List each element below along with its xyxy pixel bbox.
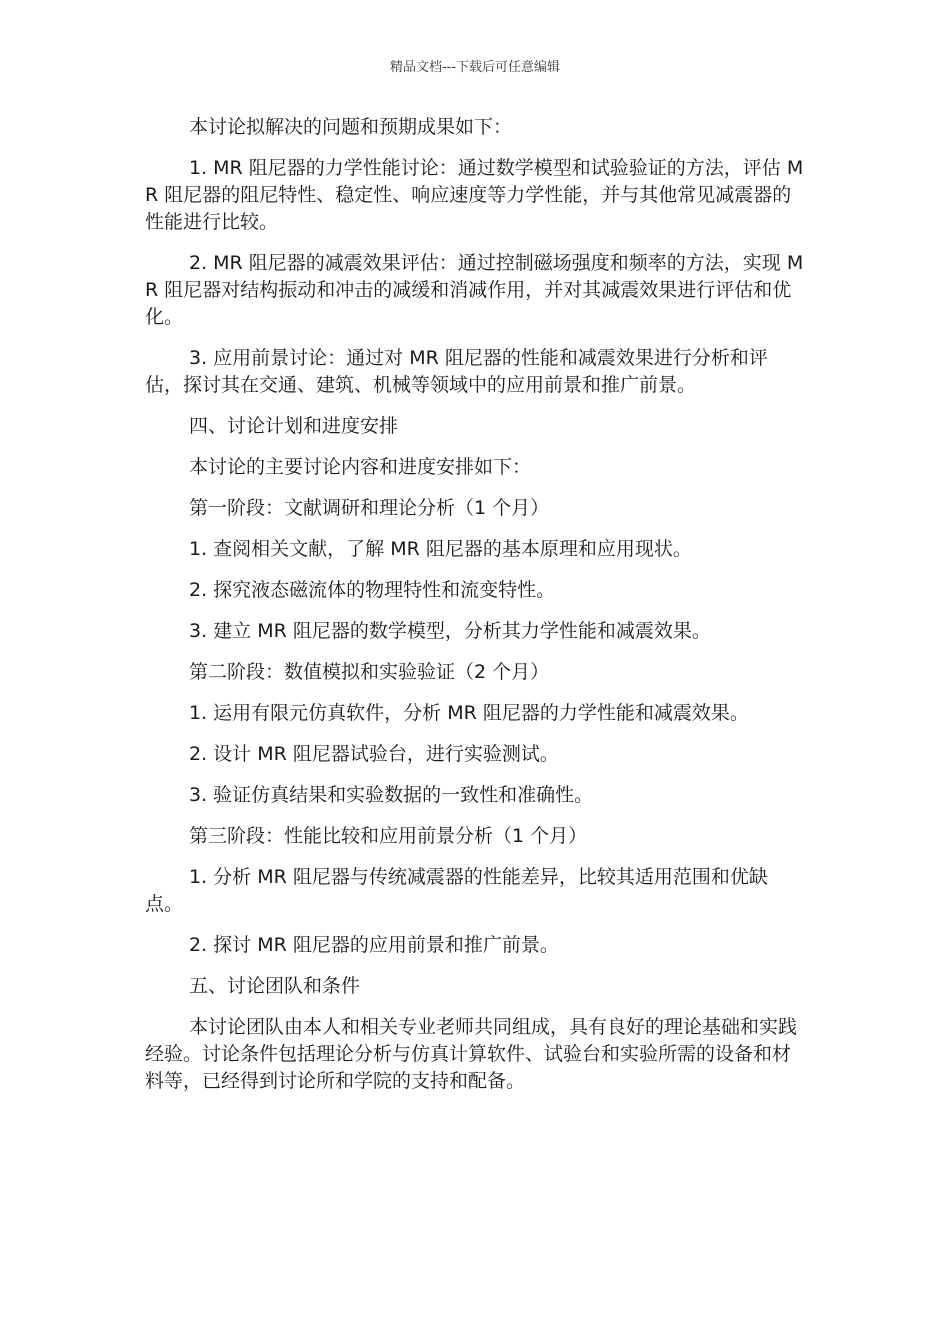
list-item: 1. MR 阻尼器的力学性能讨论：通过数学模型和试验验证的方法，评估 MR 阻尼器的阻尼特性、稳定性、响应速度等力学性能，并与其他常见减震器的性能进行比较。	[145, 157, 804, 233]
intro-paragraph: 本讨论拟解决的问题和预期成果如下：	[189, 116, 513, 138]
list-item: 2. 探究液态磁流体的物理特性和流变特性。	[189, 579, 556, 601]
stage-heading: 第三阶段：性能比较和应用前景分析（1 个月）	[189, 825, 588, 847]
section-heading: 五、讨论团队和条件	[189, 975, 361, 997]
section-heading: 四、讨论计划和进度安排	[189, 415, 399, 437]
stage-heading: 第一阶段：文献调研和理论分析（1 个月）	[189, 497, 550, 519]
list-item: 2. 设计 MR 阻尼器试验台，进行实验测试。	[189, 743, 559, 765]
list-item: 3. 应用前景讨论：通过对 MR 阻尼器的性能和减震效果进行分析和评估，探讨其在交通、建筑、机械等领域中的应用前景和推广前景。	[145, 347, 768, 396]
paragraph: 本讨论团队由本人和相关专业老师共同组成，具有良好的理论基础和实践经验。讨论条件包括理论分析与仿真计算软件、试验台和实验所需的设备和材料等，已经得到讨论所和学院的支持和配备。	[145, 1016, 798, 1092]
list-item: 3. 验证仿真结果和实验数据的一致性和准确性。	[189, 784, 594, 806]
document-body	[145, 114, 805, 1109]
list-item: 2. MR 阻尼器的减震效果评估：通过控制磁场强度和频率的方法，实现 MR 阻尼器对结构振动和冲击的减缓和消减作用，并对其减震效果进行评估和优化。	[145, 252, 804, 328]
list-item: 1. 查阅相关文献，了解 MR 阻尼器的基本原理和应用现状。	[189, 538, 692, 560]
page-header: 精品文档---下载后可任意编辑	[389, 60, 561, 75]
list-item: 3. 建立 MR 阻尼器的数学模型，分析其力学性能和减震效果。	[189, 620, 711, 642]
list-item: 2. 探讨 MR 阻尼器的应用前景和推广前景。	[189, 934, 559, 956]
list-item: 1. 运用有限元仿真软件，分析 MR 阻尼器的力学性能和减震效果。	[189, 702, 749, 724]
paragraph: 本讨论的主要讨论内容和进度安排如下：	[189, 456, 532, 478]
stage-heading: 第二阶段：数值模拟和实验验证（2 个月）	[189, 661, 550, 683]
list-item: 1. 分析 MR 阻尼器与传统减震器的性能差异，比较其适用范围和优缺点。	[145, 866, 768, 915]
